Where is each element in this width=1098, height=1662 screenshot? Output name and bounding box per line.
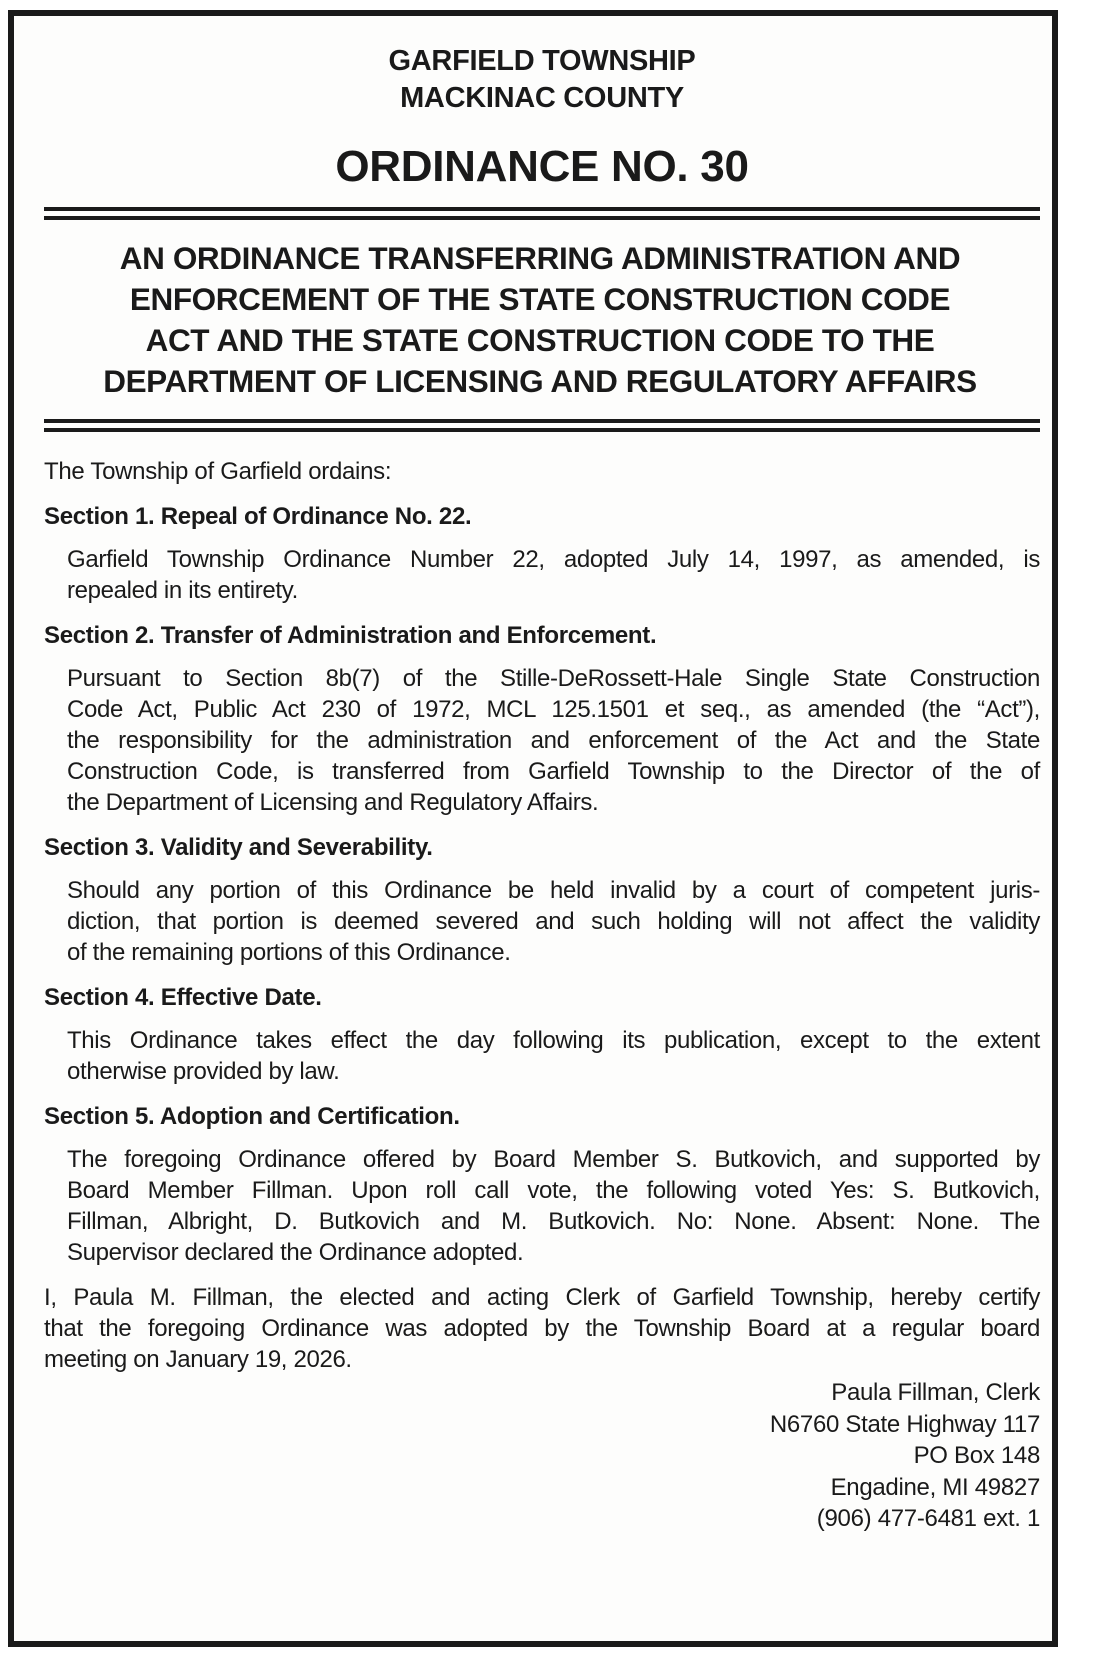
section-paragraph bbox=[67, 1025, 1040, 1087]
notice-border bbox=[8, 10, 1058, 1647]
paragraph-line: Board Member Fillman. Upon roll call vote, the following voted Yes: S. Butkovich, bbox=[67, 1177, 1040, 1204]
paragraph-line: Pursuant to Section 8b(7) of the Stille-DeRossett-Hale Single State Construction bbox=[67, 665, 1040, 692]
section-heading: Section 4. Effective Date. bbox=[44, 984, 322, 1011]
section-paragraph bbox=[67, 1144, 1040, 1268]
section-2 bbox=[44, 620, 1040, 818]
paragraph-line: Code Act, Public Act 230 of 1972, MCL 125.1501 et seq., as amended (the “Act”), bbox=[67, 696, 1040, 723]
clerk-certification bbox=[44, 1282, 1040, 1375]
paragraph-line: of the remaining portions of this Ordinance. bbox=[67, 939, 511, 966]
section-heading: Section 3. Validity and Severability. bbox=[44, 834, 433, 861]
section-paragraph bbox=[67, 544, 1040, 606]
clerk-signature-block bbox=[44, 1377, 1040, 1535]
paragraph-line: Fillman, Albright, D. Butkovich and M. Butkovich. No: None. Absent: None. The bbox=[67, 1208, 1040, 1235]
clerk-city-state-zip: Engadine, MI 49827 bbox=[830, 1473, 1040, 1501]
ordinance-title: ORDINANCE NO. 30 bbox=[335, 142, 749, 191]
paragraph-line: the Department of Licensing and Regulatory Affairs. bbox=[67, 789, 599, 816]
paragraph-line: the responsibility for the administration and enforcement of the Act and the State bbox=[67, 727, 1040, 754]
clerk-street-address: N6760 State Highway 117 bbox=[769, 1410, 1040, 1438]
subtitle-line: AN ORDINANCE TRANSFERRING ADMINISTRATION AND bbox=[119, 240, 961, 276]
ordinance-body bbox=[44, 456, 1040, 1535]
paragraph-line: Garfield Township Ordinance Number 22, adopted July 14, 1997, as amended, is bbox=[67, 546, 1040, 573]
ordinance-subtitle bbox=[40, 238, 1040, 402]
county-name: MACKINAC COUNTY bbox=[400, 82, 684, 114]
subtitle-line: ENFORCEMENT OF THE STATE CONSTRUCTION CODE bbox=[129, 281, 951, 317]
clerk-po-box: PO Box 148 bbox=[913, 1442, 1040, 1469]
section-heading: Section 1. Repeal of Ordinance No. 22. bbox=[44, 503, 472, 530]
section-1 bbox=[44, 501, 1040, 606]
paragraph-line: diction, that portion is deemed severed and such holding will not affect the validity bbox=[67, 908, 1040, 935]
paragraph-line: Supervisor declared the Ordinance adopted. bbox=[67, 1239, 524, 1266]
section-3 bbox=[44, 832, 1040, 968]
section-heading: Section 2. Transfer of Administration and Enforcement. bbox=[44, 622, 657, 649]
intro-text: The Township of Garfield ordains: bbox=[44, 458, 392, 485]
certification-line: meeting on January 19, 2026. bbox=[44, 1346, 352, 1373]
paragraph-line: Should any portion of this Ordinance be held invalid by a court of competent juris- bbox=[67, 877, 1040, 904]
paragraph-line: repealed in its entirety. bbox=[67, 577, 298, 604]
subtitle-line: ACT AND THE STATE CONSTRUCTION CODE TO THE bbox=[145, 322, 935, 358]
section-4 bbox=[44, 982, 1040, 1087]
clerk-name: Paula Fillman, Clerk bbox=[831, 1379, 1040, 1406]
section-paragraph bbox=[67, 663, 1040, 818]
section-paragraph bbox=[67, 875, 1040, 968]
township-name: GARFIELD TOWNSHIP bbox=[388, 45, 696, 77]
certification-line: that the foregoing Ordinance was adopted by the Township Board at a regular board bbox=[44, 1315, 1040, 1342]
double-rule-top bbox=[44, 207, 1040, 221]
section-5 bbox=[44, 1101, 1040, 1268]
paragraph-line: This Ordinance takes effect the day following its publication, except to the extent bbox=[67, 1027, 1040, 1054]
subtitle-line: DEPARTMENT OF LICENSING AND REGULATORY AFFAIRS bbox=[103, 363, 977, 399]
paragraph-line: Construction Code, is transferred from Garfield Township to the Director of the of bbox=[67, 758, 1040, 785]
clerk-phone: (906) 477-6481 ext. 1 bbox=[816, 1505, 1040, 1532]
double-rule-bottom bbox=[44, 419, 1040, 433]
paragraph-line: The foregoing Ordinance offered by Board Member S. Butkovich, and supported by bbox=[67, 1146, 1040, 1173]
paragraph-line: otherwise provided by law. bbox=[67, 1058, 340, 1085]
certification-line: I, Paula M. Fillman, the elected and acting Clerk of Garfield Township, hereby certify bbox=[44, 1284, 1040, 1311]
section-heading: Section 5. Adoption and Certification. bbox=[44, 1103, 460, 1130]
